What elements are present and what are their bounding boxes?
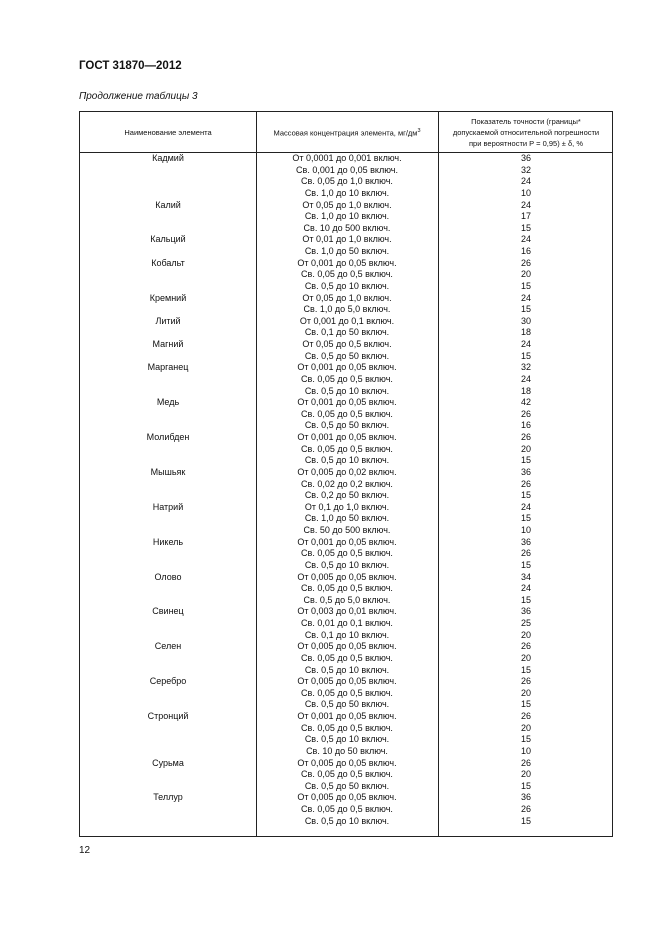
table-row: [80, 444, 612, 456]
element-name-cell: [80, 525, 256, 537]
concentration-cell: Св. 1,0 до 50 включ.: [304, 246, 390, 256]
element-name-cell: [80, 583, 256, 595]
concentration-cell: Св. 0,05 до 0,5 включ.: [301, 652, 393, 663]
table-row: [80, 711, 612, 723]
element-name-cell: Кремний: [149, 292, 187, 303]
element-name-cell: Марганец: [147, 362, 189, 373]
element-name-cell: Молибден: [146, 432, 190, 442]
concentration-cell: Св. 0,5 до 10 включ.: [304, 664, 390, 675]
accuracy-cell: 25: [520, 618, 531, 628]
table-row: [80, 746, 612, 758]
concentration-cell: Св. 50 до 500 включ.: [303, 525, 391, 535]
accuracy-cell: 20: [520, 722, 531, 733]
concentration-cell: Св. 0,05 до 0,5 включ.: [301, 373, 393, 384]
accuracy-cell: 24: [520, 339, 531, 349]
accuracy-cell: 10: [520, 187, 531, 198]
accuracy-cell: 15: [520, 513, 531, 524]
table-row: [80, 676, 612, 688]
accuracy-cell: 15: [520, 734, 531, 745]
table-row: [80, 630, 612, 642]
table-row: [80, 816, 612, 828]
table-row: [80, 234, 612, 246]
concentration-cell: От 0,001 до 0,05 включ.: [297, 257, 397, 268]
accuracy-cell: 26: [520, 257, 531, 268]
element-name-cell: Кальций: [150, 234, 186, 245]
accuracy-cell: 26: [520, 804, 531, 814]
accuracy-cell: 16: [520, 420, 531, 431]
element-name-cell: Олово: [154, 571, 182, 582]
element-name-cell: [80, 479, 256, 491]
concentration-cell: Св. 0,5 до 10 включ.: [304, 559, 390, 570]
accuracy-cell: 26: [520, 757, 531, 768]
accuracy-cell: 24: [520, 292, 531, 303]
concentration-cell: Св. 0,5 до 50 включ.: [304, 350, 390, 361]
concentration-cell: Св. 0,05 до 0,5 включ.: [301, 443, 393, 454]
table-row: [80, 758, 612, 770]
element-name-cell: [80, 746, 256, 758]
concentration-cell: Св. 0,05 до 0,5 включ.: [301, 804, 393, 814]
column-header-element: Наименование элемента: [124, 127, 212, 137]
table-row: [80, 362, 612, 374]
table-row: [80, 455, 612, 467]
table-row: [80, 304, 612, 316]
accuracy-cell: 26: [520, 432, 531, 442]
document-code: ГОСТ 31870—2012: [79, 60, 182, 72]
table-row: [80, 200, 612, 212]
accuracy-cell: 42: [520, 397, 531, 408]
accuracy-cell: 26: [520, 548, 531, 559]
table-row: [80, 269, 612, 281]
concentration-cell: Св. 0,5 до 10 включ.: [304, 280, 390, 291]
concentration-cell: Св. 0,01 до 0,1 включ.: [301, 618, 393, 628]
element-name-cell: [80, 548, 256, 560]
element-name-cell: Стронций: [147, 711, 189, 721]
accuracy-cell: 15: [520, 455, 531, 466]
table-row: [80, 792, 612, 804]
concentration-cell: От 0,001 до 0,05 включ.: [297, 711, 397, 721]
accuracy-cell: 10: [520, 745, 531, 756]
table-row: [80, 479, 612, 491]
accuracy-cell: 32: [520, 164, 531, 175]
element-name-cell: Литий: [155, 315, 181, 326]
element-name-cell: [80, 699, 256, 711]
table-row: [80, 211, 612, 223]
concentration-cell: Св. 0,5 до 10 включ.: [304, 734, 390, 745]
table-row: [80, 781, 612, 793]
accuracy-cell: 26: [520, 711, 531, 721]
table-row: [80, 165, 612, 177]
concentration-cell: От 0,005 до 0,05 включ.: [297, 792, 397, 803]
column-header-concentration: Массовая концентрация элемента, $мг/дм^3$: [273, 127, 421, 138]
concentration-cell: Св. 0,05 до 0,5 включ.: [301, 408, 393, 419]
concentration-cell: Св. 0,05 до 0,5 включ.: [301, 548, 393, 559]
element-name-cell: Кадмий: [152, 153, 184, 163]
concentration-cell: Св. 0,5 до 50 включ.: [304, 699, 390, 710]
concentration-cell: От 0,001 до 0,05 включ.: [297, 362, 397, 373]
table-row: [80, 665, 612, 677]
element-name-cell: [80, 595, 256, 607]
element-name-cell: [80, 327, 256, 339]
table-row: [80, 595, 612, 607]
table-body: [80, 153, 612, 827]
table-row: [80, 258, 612, 270]
table-row: [80, 688, 612, 700]
element-name-cell: Кобальт: [151, 257, 185, 268]
accuracy-cell: 26: [520, 676, 531, 687]
accuracy-cell: 30: [520, 315, 531, 326]
concentration-cell: Св. 0,2 до 50 включ.: [304, 490, 390, 501]
accuracy-cell: 32: [520, 362, 531, 373]
page-number: 12: [79, 845, 91, 856]
table-row: [80, 223, 612, 235]
element-name-cell: [80, 560, 256, 572]
concentration-cell: Св. 0,05 до 1,0 включ.: [301, 176, 393, 187]
element-name-cell: [80, 688, 256, 700]
concentration-cell: Св. 0,05 до 0,5 включ.: [301, 583, 393, 594]
element-name-cell: [80, 281, 256, 293]
element-name-cell: [80, 246, 256, 258]
accuracy-cell: 24: [520, 199, 531, 210]
element-name-cell: [80, 409, 256, 421]
accuracy-cell: 15: [520, 699, 531, 710]
element-name-cell: [80, 211, 256, 223]
concentration-cell: От 0,001 до 0,05 включ.: [297, 397, 397, 408]
table-row: [80, 699, 612, 711]
concentration-cell: Св. 10 до 50 включ.: [306, 745, 388, 756]
element-name-cell: [80, 269, 256, 281]
accuracy-cell: 24: [520, 234, 531, 245]
table-row: [80, 525, 612, 537]
concentration-cell: От 0,1 до 1,0 включ.: [304, 501, 390, 512]
concentration-cell: От 0,003 до 0,01 включ.: [297, 606, 397, 617]
concentration-cell: Св. 0,5 до 5,0 включ.: [303, 594, 391, 605]
element-name-cell: Серебро: [149, 676, 187, 687]
element-name-cell: Медь: [156, 397, 180, 408]
accuracy-cell: 15: [520, 222, 531, 233]
element-name-cell: Натрий: [152, 501, 184, 512]
element-name-cell: Магний: [152, 339, 184, 349]
element-name-cell: Никель: [152, 536, 184, 547]
accuracy-cell: 24: [520, 583, 531, 594]
concentration-cell: Св. 0,5 до 50 включ.: [304, 780, 390, 791]
table-row: [80, 537, 612, 549]
element-name-cell: Сурьма: [152, 757, 184, 768]
element-name-cell: [80, 176, 256, 188]
table-row: [80, 769, 612, 781]
table-caption: Продолжение таблицы 3: [79, 91, 198, 102]
element-name-cell: [80, 223, 256, 235]
element-name-cell: [80, 723, 256, 735]
table-row: [80, 502, 612, 514]
concentration-cell: От 0,0001 до 0,001 включ.: [292, 153, 402, 163]
element-name-cell: [80, 304, 256, 316]
table-row: [80, 339, 612, 351]
element-name-cell: [80, 386, 256, 398]
concentration-cell: Св. 0,5 до 10 включ.: [304, 455, 390, 466]
element-name-cell: [80, 781, 256, 793]
accuracy-cell: 36: [520, 536, 531, 547]
concentration-cell: От 0,005 до 0,05 включ.: [297, 641, 397, 652]
concentration-cell: От 0,001 до 0,1 включ.: [299, 315, 395, 326]
element-name-cell: [80, 618, 256, 630]
accuracy-cell: 15: [520, 664, 531, 675]
table-row: [80, 246, 612, 258]
table-row: [80, 467, 612, 479]
table-row: [80, 153, 612, 165]
concentration-cell: Св. 10 до 500 включ.: [303, 222, 391, 233]
accuracy-cell: 15: [520, 815, 531, 826]
element-name-cell: [80, 455, 256, 467]
concentration-cell: От 0,005 до 0,05 включ.: [297, 676, 397, 687]
table-row: [80, 188, 612, 200]
accuracy-cell: 36: [520, 792, 531, 803]
concentration-cell: Св. 0,05 до 0,5 включ.: [301, 269, 393, 280]
accuracy-cell: 20: [520, 629, 531, 640]
concentration-cell: Св. 1,0 до 50 включ.: [304, 513, 390, 524]
table-row: [80, 548, 612, 560]
table-row: [80, 327, 612, 339]
element-name-cell: Мышьяк: [150, 466, 186, 477]
accuracy-cell: 18: [520, 327, 531, 338]
accuracy-cell: 36: [520, 606, 531, 617]
element-name-cell: Свинец: [152, 606, 184, 617]
concentration-cell: Св. 0,05 до 0,5 включ.: [301, 722, 393, 733]
concentration-cell: От 0,001 до 0,05 включ.: [297, 432, 397, 442]
table-row: [80, 560, 612, 572]
accuracy-cell: 15: [520, 304, 531, 315]
element-name-cell: [80, 351, 256, 363]
accuracy-cell: 15: [520, 280, 531, 291]
element-name-cell: [80, 630, 256, 642]
accuracy-cell: 15: [520, 490, 531, 501]
accuracy-cell: 36: [520, 466, 531, 477]
table-row: [80, 723, 612, 735]
element-name-cell: [80, 734, 256, 746]
element-name-cell: Теллур: [153, 792, 183, 803]
accuracy-cell: 20: [520, 443, 531, 454]
table-row: [80, 804, 612, 816]
element-name-cell: [80, 444, 256, 456]
element-name-cell: [80, 165, 256, 177]
concentration-cell: Св. 0,1 до 10 включ.: [304, 629, 390, 640]
concentration-cell: От 0,01 до 1,0 включ.: [302, 234, 392, 245]
table-row: [80, 641, 612, 653]
element-name-cell: Калий: [155, 199, 181, 210]
table-row: [80, 653, 612, 665]
table-row: [80, 420, 612, 432]
concentration-cell: Св. 0,5 до 10 включ.: [304, 815, 390, 826]
accuracy-cell: 34: [520, 571, 531, 582]
accuracy-cell: 16: [520, 246, 531, 256]
accuracy-cell: 10: [520, 525, 531, 535]
element-name-cell: [80, 420, 256, 432]
concentration-cell: Св. 0,05 до 0,5 включ.: [301, 687, 393, 698]
element-name-cell: [80, 665, 256, 677]
table-row: [80, 176, 612, 188]
table-row: [80, 293, 612, 305]
table-row: [80, 618, 612, 630]
concentration-cell: Св. 1,0 до 10 включ.: [304, 211, 390, 222]
element-name-cell: [80, 513, 256, 525]
accuracy-cell: 20: [520, 269, 531, 280]
element-name-cell: [80, 490, 256, 502]
table-row: [80, 351, 612, 363]
concentration-cell: От 0,001 до 0,05 включ.: [297, 536, 397, 547]
accuracy-cell: 18: [520, 385, 531, 396]
accuracy-cell: 26: [520, 641, 531, 652]
table-row: [80, 572, 612, 584]
concentration-cell: Св. 0,02 до 0,2 включ.: [301, 478, 393, 489]
accuracy-cell: 20: [520, 652, 531, 663]
table-row: [80, 281, 612, 293]
concentration-cell: От 0,005 до 0,05 включ.: [297, 571, 397, 582]
table-row: [80, 397, 612, 409]
concentration-cell: От 0,05 до 0,5 включ.: [302, 339, 392, 349]
accuracy-cell: 36: [520, 153, 531, 163]
table-row: [80, 374, 612, 386]
table-row: [80, 490, 612, 502]
table-row: [80, 386, 612, 398]
concentration-cell: Св. 0,5 до 10 включ.: [304, 385, 390, 396]
concentration-cell: Св. 0,001 до 0,05 включ.: [296, 164, 398, 175]
accuracy-cell: 15: [520, 594, 531, 605]
accuracy-cell: 15: [520, 559, 531, 570]
element-name-cell: [80, 374, 256, 386]
element-name-cell: [80, 804, 256, 816]
concentration-cell: Св. 0,05 до 0,5 включ.: [301, 769, 393, 780]
accuracy-cell: 24: [520, 373, 531, 384]
table-row: [80, 583, 612, 595]
concentration-cell: От 0,05 до 1,0 включ.: [302, 292, 392, 303]
accuracy-cell: 24: [520, 501, 531, 512]
accuracy-cell: 15: [520, 350, 531, 361]
element-name-cell: [80, 769, 256, 781]
accuracy-cell: 26: [520, 478, 531, 489]
accuracy-cell: 24: [520, 176, 531, 187]
table-row: [80, 513, 612, 525]
accuracy-cell: 20: [520, 769, 531, 780]
accuracy-cell: 17: [520, 211, 531, 222]
accuracy-cell: 20: [520, 687, 531, 698]
element-name-cell: Селен: [154, 641, 182, 652]
concentration-cell: От 0,005 до 0,05 включ.: [297, 757, 397, 768]
concentration-cell: Св. 1,0 до 10 включ.: [304, 187, 390, 198]
column-header-accuracy: Показатель точности (границы* допускаемой относительной погрешности при вероятности P = 0,95) ± δ, %: [452, 116, 600, 148]
element-name-cell: [80, 653, 256, 665]
concentration-cell: Св. 1,0 до 5,0 включ.: [303, 304, 391, 315]
concentration-cell: Св. 0,5 до 50 включ.: [304, 420, 390, 431]
data-table: [79, 111, 613, 837]
accuracy-cell: 15: [520, 780, 531, 791]
table-row: [80, 734, 612, 746]
accuracy-cell: 26: [520, 408, 531, 419]
element-name-cell: [80, 816, 256, 828]
table-row: [80, 606, 612, 618]
table-row: [80, 316, 612, 328]
table-row: [80, 432, 612, 444]
concentration-cell: Св. 0,1 до 50 включ.: [304, 327, 390, 338]
concentration-cell: От 0,005 до 0,02 включ.: [297, 466, 397, 477]
table-row: [80, 409, 612, 421]
element-name-cell: [80, 188, 256, 200]
concentration-cell: От 0,05 до 1,0 включ.: [302, 199, 392, 210]
